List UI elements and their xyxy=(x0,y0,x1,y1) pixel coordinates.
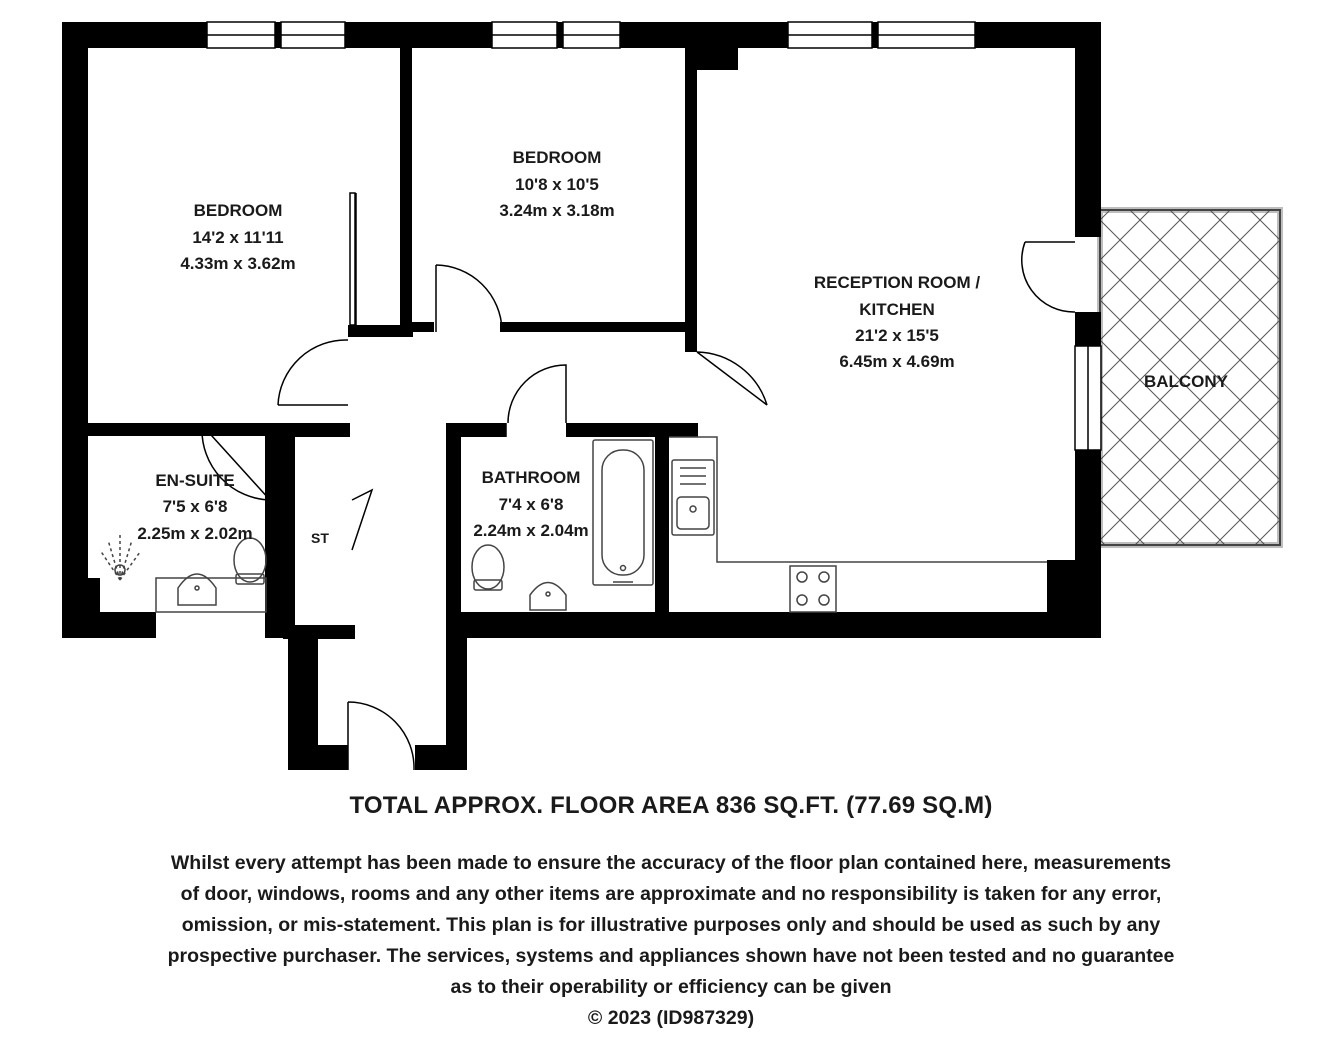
disclaimer-line: omission, or mis-statement. This plan is for illustrative purposes only and should be used as such by any xyxy=(181,914,1161,936)
copyright: © 2023 (ID987329) xyxy=(587,1007,755,1029)
bathroom-name: BATHROOM xyxy=(481,468,581,487)
bedroom2-metric: 3.24m x 3.18m xyxy=(499,201,615,220)
hob-icon xyxy=(790,566,836,612)
reception-name-line1: RECEPTION ROOM / xyxy=(813,273,981,292)
disclaimer-line: prospective purchaser. The services, systems and appliances shown have not been tested and no guarantee xyxy=(167,945,1175,967)
bathroom-metric: 2.24m x 2.04m xyxy=(473,521,589,540)
windows xyxy=(207,22,1101,450)
bathroom-imperial: 7'4 x 6'8 xyxy=(498,495,564,514)
bedroom2-name: BEDROOM xyxy=(512,148,602,167)
ensuite-name: EN-SUITE xyxy=(155,471,235,490)
ensuite-toilet-icon xyxy=(234,538,266,584)
ensuite-imperial: 7'5 x 6'8 xyxy=(162,497,228,516)
bathtub-icon xyxy=(593,440,653,585)
reception-imperial: 21'2 x 15'5 xyxy=(855,326,939,345)
disclaimer-line: Whilst every attempt has been made to ensure the accuracy of the floor plan contained here, measurements xyxy=(170,852,1172,874)
disclaimer-line: as to their operability or efficiency can be given xyxy=(450,976,892,998)
walls xyxy=(62,22,1101,770)
ensuite-fixtures xyxy=(100,535,266,612)
reception-name-line2: KITCHEN xyxy=(859,300,935,319)
shower-icon xyxy=(100,535,140,580)
room-labels xyxy=(137,148,1228,546)
bedroom1-name: BEDROOM xyxy=(193,201,283,220)
total-floor-area: TOTAL APPROX. FLOOR AREA 836 SQ.FT. (77.69 SQ.M) xyxy=(349,792,993,819)
balcony-name: BALCONY xyxy=(1143,372,1229,391)
disclaimer-line: of door, windows, rooms and any other items are approximate and no responsibility is taken for any error, xyxy=(180,883,1162,905)
reception-metric: 6.45m x 4.69m xyxy=(839,352,955,371)
storage-name: ST xyxy=(311,530,329,546)
bathroom-toilet-icon xyxy=(472,545,504,590)
bathroom-basin-icon xyxy=(530,583,566,611)
disclaimer xyxy=(70,848,1272,1034)
ensuite-metric: 2.25m x 2.02m xyxy=(137,524,253,543)
bedroom1-imperial: 14'2 x 11'11 xyxy=(192,228,284,247)
kitchen-worktop xyxy=(669,437,1047,612)
bedroom1-metric: 4.33m x 3.62m xyxy=(180,254,296,273)
bedroom2-imperial: 10'8 x 10'5 xyxy=(515,175,599,194)
